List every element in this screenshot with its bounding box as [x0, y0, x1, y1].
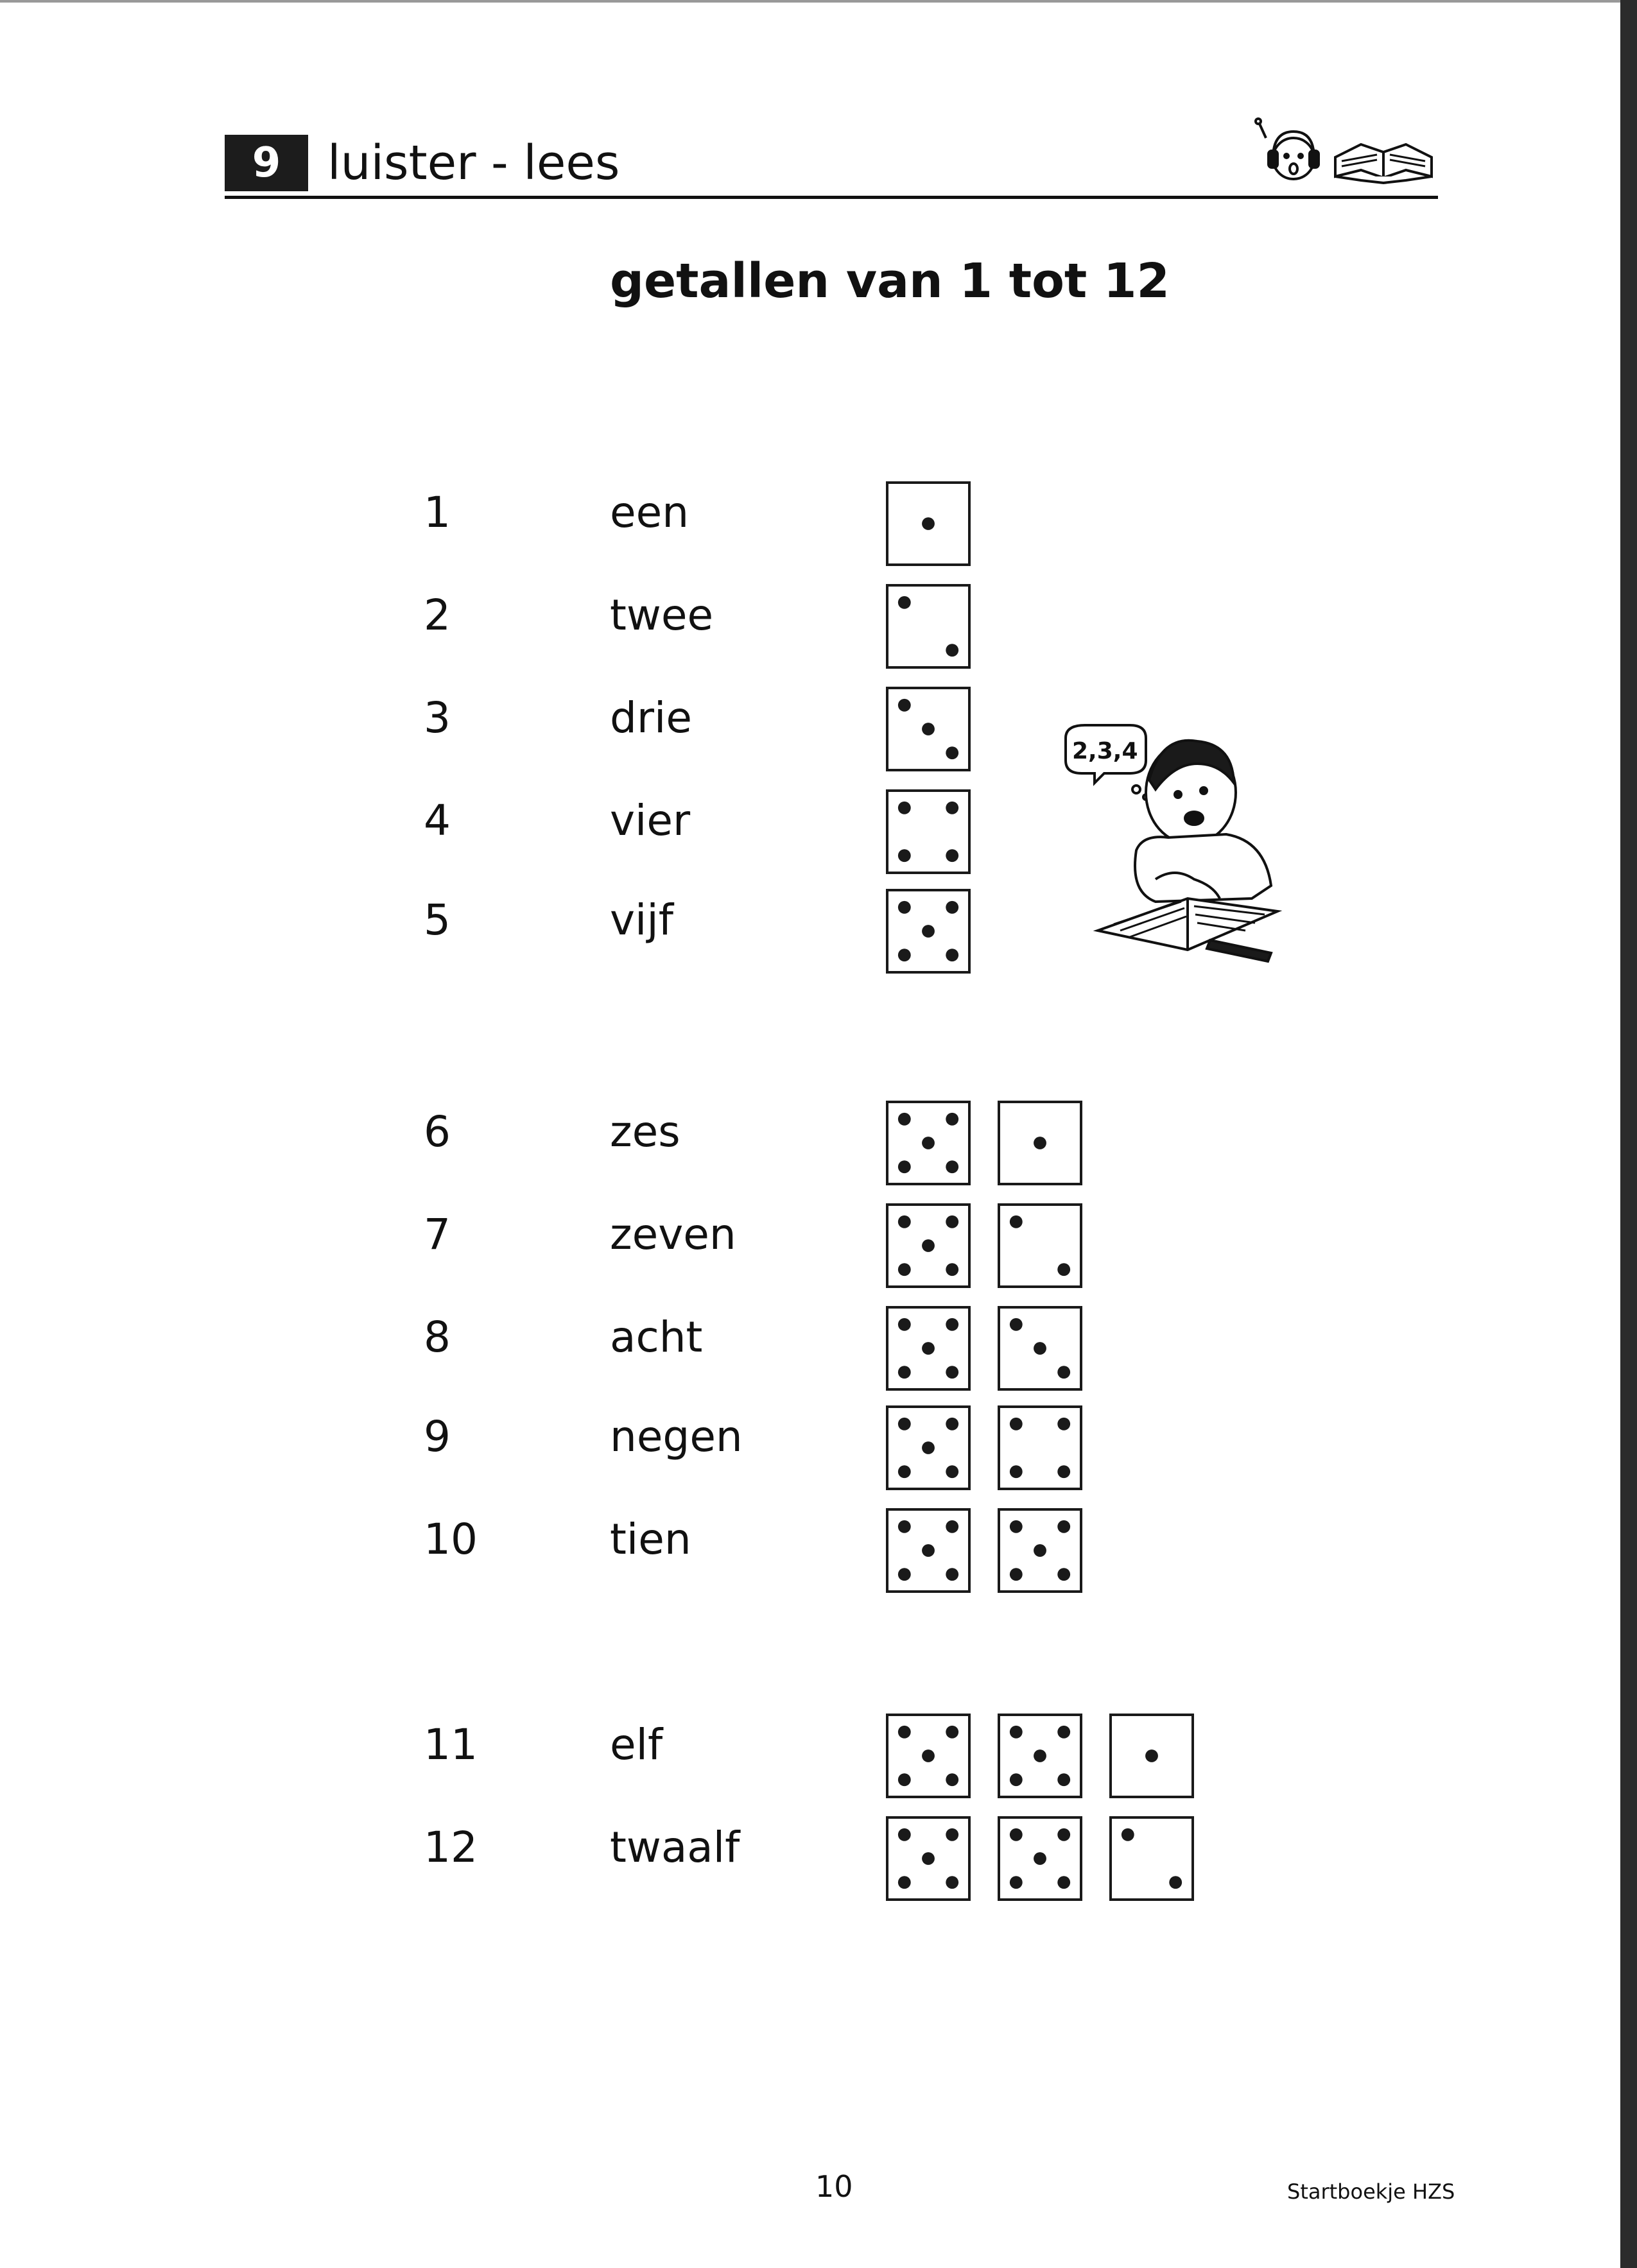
number-word: elf [610, 1720, 663, 1769]
dice-group [886, 584, 971, 669]
number-word: vier [610, 796, 691, 845]
die-pip [1034, 1544, 1046, 1557]
die-pip [898, 1773, 911, 1786]
number-row [0, 1714, 1637, 1803]
number-row [0, 1101, 1637, 1190]
die-pip [946, 1160, 958, 1173]
die-pip [898, 1828, 911, 1841]
die-pip [946, 1726, 958, 1739]
die-pip [1057, 1263, 1070, 1276]
die-face-4-icon [998, 1405, 1082, 1490]
die-pip [1057, 1726, 1070, 1739]
dice-group [886, 1508, 1082, 1593]
die-pip [1010, 1418, 1023, 1430]
die-pip [898, 596, 911, 609]
page-subtitle: getallen van 1 tot 12 [610, 253, 1170, 309]
die-pip [946, 1418, 958, 1430]
numeral: 12 [424, 1823, 478, 1872]
die-pip [1010, 1318, 1023, 1331]
die-face-5-icon [886, 1203, 971, 1288]
number-word: acht [610, 1312, 703, 1362]
die-face-1-icon [998, 1101, 1082, 1185]
die-face-2-icon [886, 584, 971, 669]
number-word: twee [610, 590, 714, 640]
lesson-title: luister - lees [327, 135, 620, 191]
die-pip [898, 1160, 911, 1173]
die-pip [1010, 1726, 1023, 1739]
lesson-header [225, 128, 1438, 199]
numeral: 4 [424, 796, 451, 845]
die-pip [946, 1520, 958, 1533]
die-pip [898, 901, 911, 914]
number-row [0, 789, 1637, 879]
die-pip [946, 949, 958, 961]
die-pip [922, 1137, 935, 1149]
die-pip [922, 925, 935, 938]
number-word: tien [610, 1515, 691, 1564]
die-pip [922, 1441, 935, 1454]
dice-group [886, 687, 971, 771]
numeral: 1 [424, 488, 451, 537]
numeral: 2 [424, 590, 451, 640]
die-pip [898, 849, 911, 862]
die-pip [898, 1568, 911, 1581]
speech-bubble-text: 2,3,4 [1072, 738, 1138, 764]
number-word: negen [610, 1412, 743, 1461]
number-word: een [610, 488, 689, 537]
die-face-3-icon [886, 687, 971, 771]
die-face-1-icon [1109, 1714, 1194, 1798]
open-book-icon [1335, 144, 1432, 183]
die-pip [898, 1318, 911, 1331]
die-pip [946, 1876, 958, 1889]
dice-group [886, 789, 971, 874]
die-pip [1010, 1876, 1023, 1889]
die-pip [946, 1366, 958, 1379]
die-pip [946, 901, 958, 914]
die-pip [898, 1520, 911, 1533]
die-pip [946, 1828, 958, 1841]
die-face-3-icon [998, 1306, 1082, 1391]
die-pip [946, 746, 958, 759]
dice-group [886, 1306, 1082, 1391]
die-pip [922, 517, 935, 530]
die-pip [1057, 1773, 1070, 1786]
die-face-2-icon [1109, 1816, 1194, 1901]
numeral: 10 [424, 1515, 478, 1564]
die-pip [946, 1216, 958, 1228]
lesson-number-badge: 9 [225, 135, 308, 191]
dice-group [886, 1101, 1082, 1185]
die-pip [898, 1876, 911, 1889]
die-pip [946, 1773, 958, 1786]
number-row [0, 1508, 1637, 1598]
die-face-4-icon [886, 789, 971, 874]
die-face-1-icon [886, 481, 971, 566]
die-pip [898, 1418, 911, 1430]
die-pip [1169, 1876, 1182, 1889]
die-pip [898, 1263, 911, 1276]
die-pip [1010, 1520, 1023, 1533]
dice-group [886, 1714, 1194, 1798]
number-row [0, 1405, 1637, 1495]
dice-group [886, 1405, 1082, 1490]
book-name: Startboekje HZS [1287, 2179, 1455, 2204]
die-face-5-icon [886, 1306, 971, 1391]
die-pip [1057, 1465, 1070, 1478]
number-row [0, 889, 1637, 979]
die-pip [946, 1318, 958, 1331]
die-pip [1122, 1828, 1134, 1841]
number-row [0, 1306, 1637, 1396]
die-pip [898, 1465, 911, 1478]
die-pip [898, 1366, 911, 1379]
die-face-5-icon [886, 1816, 971, 1901]
die-pip [1034, 1749, 1046, 1762]
number-row [0, 687, 1637, 777]
die-pip [1145, 1749, 1158, 1762]
die-pip [1010, 1216, 1023, 1228]
die-pip [922, 1544, 935, 1557]
numeral: 3 [424, 693, 451, 743]
numeral: 6 [424, 1107, 451, 1156]
number-word: drie [610, 693, 692, 743]
die-pip [898, 949, 911, 961]
die-pip [946, 1465, 958, 1478]
dice-group [886, 889, 971, 974]
number-word: zes [610, 1107, 680, 1156]
dice-group [886, 1816, 1194, 1901]
number-word: vijf [610, 895, 673, 945]
number-row [0, 1816, 1637, 1906]
counting-child-icon [1059, 719, 1290, 988]
die-pip [1034, 1852, 1046, 1865]
die-pip [922, 1749, 935, 1762]
number-row [0, 584, 1637, 674]
die-pip [1010, 1568, 1023, 1581]
scan-top-edge [0, 0, 1637, 3]
die-pip [1010, 1465, 1023, 1478]
die-face-5-icon [886, 1508, 971, 1593]
die-pip [922, 1239, 935, 1252]
die-pip [1010, 1828, 1023, 1841]
number-row [0, 481, 1637, 571]
die-pip [922, 1852, 935, 1865]
die-pip [946, 1113, 958, 1126]
die-pip [946, 1568, 958, 1581]
die-pip [898, 1216, 911, 1228]
die-pip [946, 849, 958, 862]
dice-group [886, 1203, 1082, 1288]
numeral: 9 [424, 1412, 451, 1461]
die-face-5-icon [886, 1714, 971, 1798]
die-pip [1057, 1366, 1070, 1379]
header-icons [1245, 112, 1438, 189]
die-pip [898, 802, 911, 814]
die-pip [1057, 1418, 1070, 1430]
die-face-5-icon [886, 889, 971, 974]
die-pip [922, 1342, 935, 1355]
numeral: 5 [424, 895, 451, 945]
die-pip [1057, 1568, 1070, 1581]
die-pip [946, 644, 958, 657]
die-face-2-icon [998, 1203, 1082, 1288]
die-face-5-icon [998, 1508, 1082, 1593]
die-pip [1034, 1342, 1046, 1355]
numeral: 7 [424, 1210, 451, 1259]
die-pip [1057, 1520, 1070, 1533]
number-word: twaalf [610, 1823, 740, 1872]
die-face-5-icon [998, 1714, 1082, 1798]
die-face-5-icon [998, 1816, 1082, 1901]
headphones-listener-icon [1256, 119, 1319, 179]
die-pip [922, 723, 935, 735]
number-row [0, 1203, 1637, 1293]
page-number: 10 [815, 2169, 853, 2204]
die-face-5-icon [886, 1405, 971, 1490]
numeral: 8 [424, 1312, 451, 1362]
numeral: 11 [424, 1720, 478, 1769]
die-pip [898, 1726, 911, 1739]
die-pip [1010, 1773, 1023, 1786]
die-pip [946, 802, 958, 814]
die-face-5-icon [886, 1101, 971, 1185]
die-pip [1034, 1137, 1046, 1149]
die-pip [898, 1113, 911, 1126]
die-pip [898, 699, 911, 712]
number-word: zeven [610, 1210, 736, 1259]
die-pip [1057, 1876, 1070, 1889]
dice-group [886, 481, 971, 566]
die-pip [1057, 1828, 1070, 1841]
die-pip [946, 1263, 958, 1276]
